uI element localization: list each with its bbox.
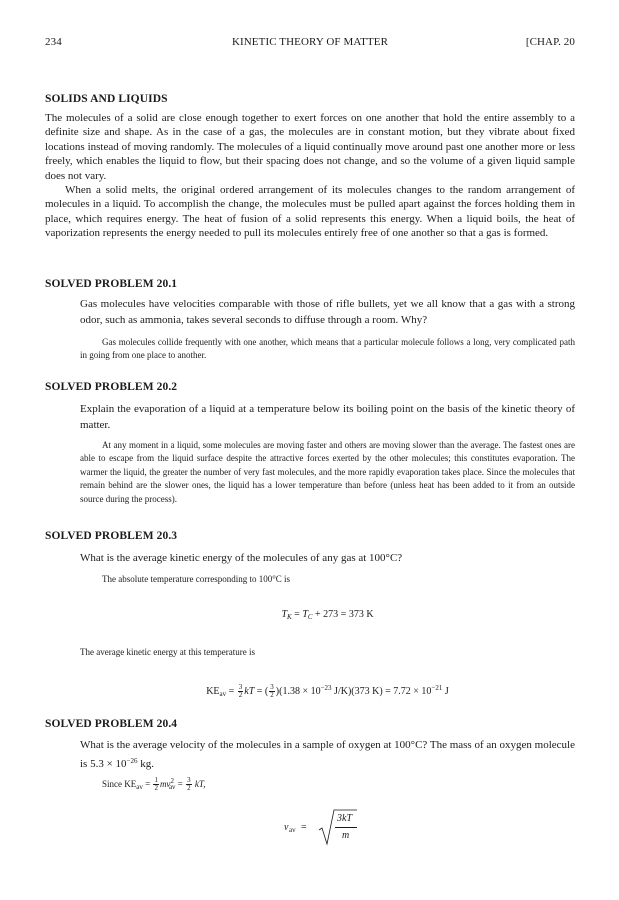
problem-question: Explain the evaporation of a liquid at a temperature below its boiling point on the basis of the kinetic theory of matter. [80, 403, 575, 431]
problem-answer: At any moment in a liquid, some molecules are moving faster and others are moving slower than the average. The fastest ones are able to escape from the liquid surface despite the attractive forces exerted by the other molecules; this constitutes evaporation. The warmer the liquid, the greater the number of very fast molecules, and the more rapidly evaporation takes place. Since the molecules that remain behind are the slower ones, the liquid has a lower temperature than before (unless heat has been added to it from an outside source during the process). [80, 440, 575, 504]
velocity-equation: v av = 3kT m [284, 808, 394, 852]
chapter-label: [CHAP. 20 [525, 36, 575, 48]
fraction: $\frac{1}{2}$ [154, 776, 158, 793]
paragraph: When a solid melts, the original ordered arrangement of its molecules changes to the random arrangement of molecules in a liquid. To accomplish the change, the molecules must be pulled apart against the forces holding them in place, which requires energy. The heat of fusion of a solid represents this energy. When a liquid boils, the heat of vaporization represents the energy needed to pull its molecules entirely free of one another so that a gas is formed. [45, 184, 575, 240]
page-header [45, 36, 575, 52]
equation: $T_K = T_C + 273 = 373$ K [281, 609, 374, 621]
problem-heading: SOLVED PROBLEM 20.3 [45, 530, 178, 542]
problem-question: Gas molecules have velocities comparable with those of rifle bullets, yet we all know that a gas with a strong odor, such as ammonia, takes several seconds to diffuse through a room. Why? [80, 298, 575, 326]
solution-text: The absolute temperature corresponding to 100°C is [102, 574, 291, 584]
section-heading: SOLIDS AND LIQUIDS [45, 93, 168, 105]
problem-heading: SOLVED PROBLEM 20.1 [45, 278, 178, 290]
solution-text: Since $KE_{av}$ = $\frac{1}{2}$ $mv^2_{av}$ = $\frac{3}{2}$ kT, [102, 776, 206, 793]
problem-question: What is the average velocity of the molecules in a sample of oxygen at 100°C? The mass of an oxygen molecule is $5.3 \times 10^{-26}$ kg. [80, 739, 575, 770]
problem-answer: Gas molecules collide frequently with one another, which means that a particular molecule follows a long, very complicated path in going from one place to another. [80, 337, 575, 361]
problem-question: What is the average kinetic energy of the molecules of any gas at 100°C? [80, 552, 403, 564]
fraction: $\frac{3}{2}$ [270, 683, 274, 700]
section-body [45, 111, 575, 241]
solution-text: The average kinetic energy at this temperature is [80, 647, 256, 657]
running-title: KINETIC THEORY OF MATTER [231, 36, 389, 48]
equation: $KE_{av}$ = $\frac{3}{2}$ kT = ( $\frac{3}{2}$ )($1.38 \times 10^{-23}$ J/K)(373 $K) = 7.72 \times 10^{-21}$ J [206, 683, 449, 700]
problem-heading: SOLVED PROBLEM 20.2 [45, 381, 178, 393]
problem-heading: SOLVED PROBLEM 20.4 [45, 718, 178, 730]
fraction: $\frac{3}{2}$ [238, 683, 243, 700]
paragraph: The molecules of a solid are close enough together to exert forces on one another that hold the entire assembly to a definite size and shape. As in the case of a gas, the molecules are in constant motion, but they vibrate about fixed locations instead of moving randomly. The molecules of a liquid continually move around past one another more or less freely, which enables the liquid to flow, but their spacing does not change, and so the volume of a given liquid sample does not vary. [45, 112, 575, 182]
fraction: $\frac{3}{2}$ [187, 776, 191, 793]
page-number: 234 [45, 36, 62, 48]
